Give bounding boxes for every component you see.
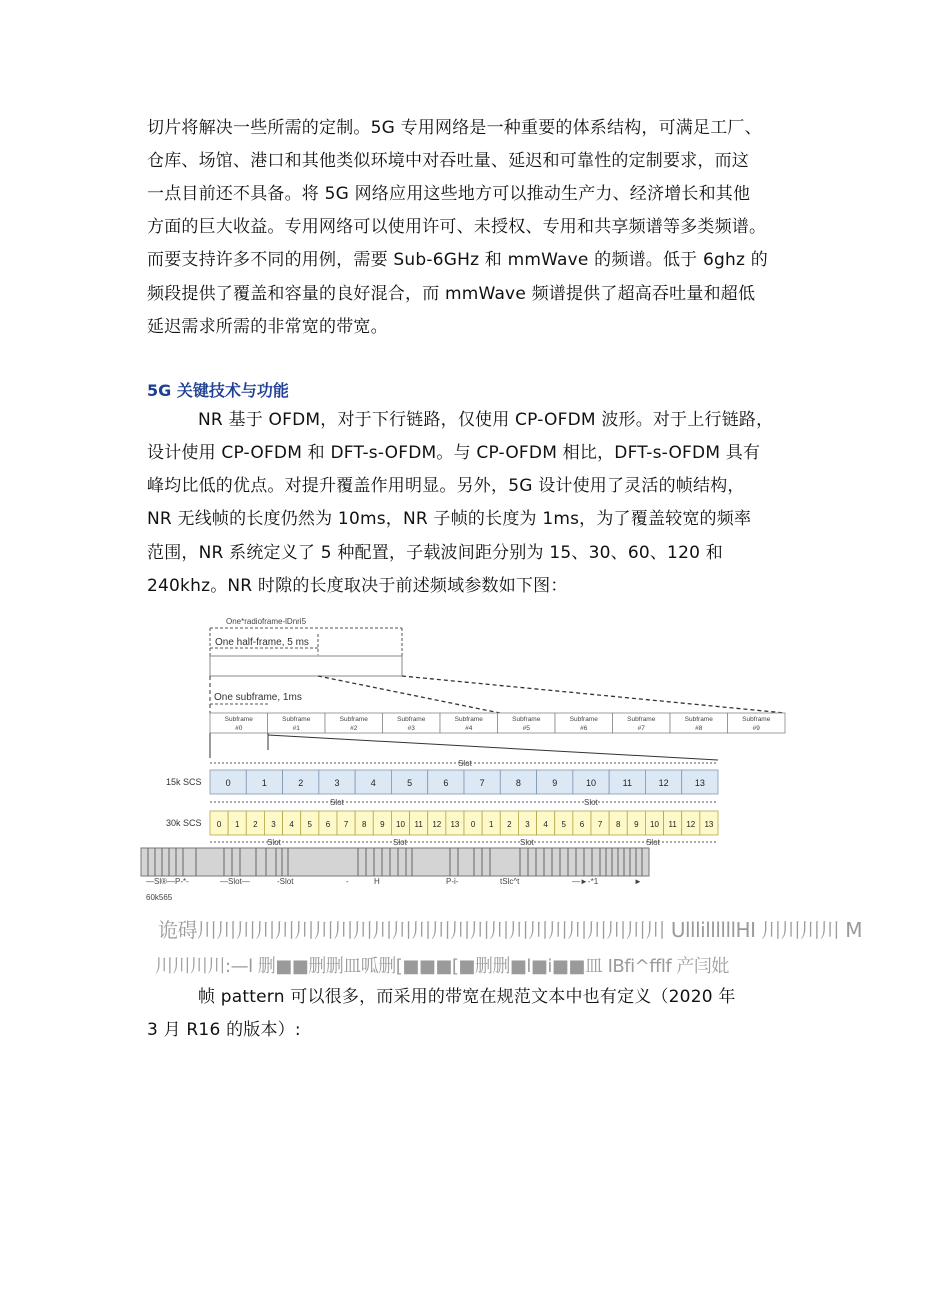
symbol-label: 12 — [658, 778, 669, 788]
symbol-label: 1 — [488, 820, 494, 829]
bar-label: H — [374, 877, 380, 886]
subframe-label-text: Subframe — [339, 716, 368, 723]
bar-label: ► — [634, 877, 642, 886]
bar-label: -Slot — [277, 877, 294, 886]
garbled-text-row: 诡碍川川川川川川川川川川川川川川川川川川川川川川川川 UlllillllllHI 川川川川 M — [158, 918, 862, 942]
symbol-label: 2 — [507, 820, 512, 829]
figure-caption: 60k565 — [146, 893, 173, 902]
slot-label: Slot — [330, 798, 344, 807]
symbol-label: 6 — [579, 820, 585, 829]
garbled-text-row: 川川川川:—l 删■■删删皿呱删[■■■[■删删■l■i■■皿 IBfi^fflf 产闫妣 — [155, 956, 729, 977]
subframe-number-text: #3 — [407, 725, 415, 732]
symbol-label: 3 — [334, 778, 340, 788]
subframe-label-text: Subframe — [282, 716, 311, 723]
symbol-label: 10 — [650, 820, 659, 829]
subframe-label-text: Subframe — [627, 716, 656, 723]
text-line: 延迟需求所需的非常宽的带宽。 — [147, 317, 388, 337]
subframe-number-text: #5 — [522, 725, 530, 732]
text-line: 切片将解决一些所需的定制。5G 专用网络是一种重要的体系结构，可满足工厂、 — [147, 118, 762, 138]
symbol-label: 9 — [552, 778, 558, 788]
text-line: 峰均比低的优点。对提升覆盖作用明显。另外，5G 设计使用了灵活的帧结构， — [147, 476, 745, 496]
subframe-number-text: #7 — [637, 725, 645, 732]
text-line: 帧 pattern 可以很多，而采用的带宽在规范文本中也有定义（2020 年 — [198, 987, 736, 1007]
text-line: 方面的巨大收益。专用网络可以使用许可、未授权、专用和共享频谱等多类频谱。 — [147, 217, 767, 237]
symbol-label: 7 — [479, 778, 485, 788]
symbol-label: 11 — [668, 820, 677, 829]
section-heading: 5G 关键技术与功能 — [147, 381, 289, 400]
symbol-label: 4 — [370, 778, 376, 788]
bar-label: —►-*1 — [572, 877, 599, 886]
text-line: 仓库、场馆、港口和其他类似环境中对吞吐量、延迟和可靠性的定制要求，而这 — [147, 151, 749, 171]
bar-label: —Sl®—P-*- — [146, 877, 189, 886]
subframe-row — [210, 713, 785, 733]
slot-label: Slot — [584, 798, 598, 807]
symbol-label: 6 — [325, 820, 331, 829]
subframe-label-text: Subframe — [512, 716, 541, 723]
symbol-label: 3 — [271, 820, 276, 829]
scs30-symbols — [210, 811, 718, 835]
text-line: 而要支持许多不同的用例，需要 Sub-6GHz 和 mmWave 的频谱。低于 6ghz 的 — [147, 250, 768, 270]
symbol-label: 10 — [396, 820, 405, 829]
bar-label: tSlc^t — [500, 877, 520, 886]
radioframe-label: One*radioframe-lDnri5 — [226, 617, 307, 626]
subframe-label-text: Subframe — [454, 716, 483, 723]
symbol-label: 8 — [615, 820, 621, 829]
symbol-label: 2 — [298, 778, 304, 788]
symbol-label: 8 — [361, 820, 367, 829]
text-line: 范围，NR 系统定义了 5 种配置，子载波间距分别为 15、30、60、120 和 — [147, 543, 723, 563]
bar-label: P-i- — [446, 877, 459, 886]
symbol-label: 4 — [289, 820, 294, 829]
text-line: NR 无线帧的长度仍然为 10ms，NR 子帧的长度为 1ms，为了覆盖较宽的频率 — [147, 509, 752, 529]
symbol-label: 11 — [414, 820, 423, 829]
symbol-label: 10 — [585, 778, 597, 788]
slot-label: Slot — [458, 759, 472, 768]
subframe-label-text: Subframe — [224, 716, 253, 723]
scs15-label: 15k SCS — [166, 777, 202, 787]
slot-label: Slot — [520, 838, 534, 847]
symbol-label: 2 — [253, 820, 258, 829]
symbol-label: 11 — [622, 778, 632, 788]
symbol-label: 12 — [686, 820, 696, 829]
text-line: 3 月 R16 的版本）: — [147, 1020, 301, 1040]
scs60-bar — [141, 848, 649, 876]
text-line: 频段提供了覆盖和容量的良好混合，而 mmWave 频谱提供了超高吞吐量和超低 — [147, 284, 756, 304]
symbol-label: 5 — [561, 820, 567, 829]
subframe-label-text: Subframe — [569, 716, 598, 723]
subframe-label-text: Subframe — [684, 716, 713, 723]
slot-label: Slot — [267, 838, 281, 847]
halfframe-label: One half-frame, 5 ms — [215, 637, 309, 648]
symbol-label: 8 — [515, 778, 521, 788]
symbol-label: 4 — [543, 820, 548, 829]
symbol-label: 1 — [234, 820, 240, 829]
symbol-label: 5 — [307, 820, 313, 829]
subframe-number-text: #8 — [695, 725, 703, 732]
symbol-label: 13 — [450, 820, 460, 829]
bar-label: - — [346, 877, 349, 886]
subframe-number-text: #1 — [292, 725, 300, 732]
subframe-label-text: Subframe — [397, 716, 426, 723]
subframe-number-text: #4 — [465, 725, 473, 732]
scs30-label: 30k SCS — [166, 818, 202, 828]
subframe-number-text: #2 — [350, 725, 358, 732]
symbol-label: 0 — [216, 820, 222, 829]
text-line: 一点目前还不具备。将 5G 网络应用这些地方可以推动生产力、经济增长和其他 — [147, 184, 751, 204]
symbol-label: 1 — [261, 778, 267, 788]
text-line: 240khz。NR 时隙的长度取决于前述频域参数如下图： — [147, 576, 568, 596]
bar-label: —Slot— — [220, 877, 250, 886]
symbol-label: 0 — [470, 820, 476, 829]
symbol-label: 13 — [694, 778, 705, 788]
symbol-label: 0 — [225, 778, 231, 788]
symbol-label: 7 — [597, 820, 603, 829]
symbol-label: 9 — [634, 820, 639, 829]
symbol-label: 6 — [443, 778, 449, 788]
symbol-label: 13 — [704, 820, 714, 829]
symbol-label: 9 — [380, 820, 385, 829]
subframe-label-text: Subframe — [742, 716, 771, 723]
text-line: NR 基于 OFDM，对于下行链路，仅使用 CP-OFDM 波形。对于上行链路， — [198, 410, 774, 430]
symbol-label: 3 — [525, 820, 530, 829]
text-line: 设计使用 CP-OFDM 和 DFT-s-OFDM。与 CP-OFDM 相比，DFT-s-OFDM 具有 — [147, 443, 761, 463]
slot-label: Slot — [393, 838, 407, 847]
bar-background — [141, 848, 649, 876]
symbol-label: 7 — [343, 820, 349, 829]
symbol-label: 12 — [432, 820, 442, 829]
subframe-number-text: #0 — [235, 725, 243, 732]
subframe-label: One subframe, 1ms — [214, 692, 302, 703]
symbol-label: 5 — [407, 778, 413, 788]
subframe-number-text: #6 — [580, 725, 588, 732]
scs15-symbols — [210, 770, 718, 794]
subframe-number-text: #9 — [752, 725, 760, 732]
slot-label: Slot — [646, 838, 660, 847]
